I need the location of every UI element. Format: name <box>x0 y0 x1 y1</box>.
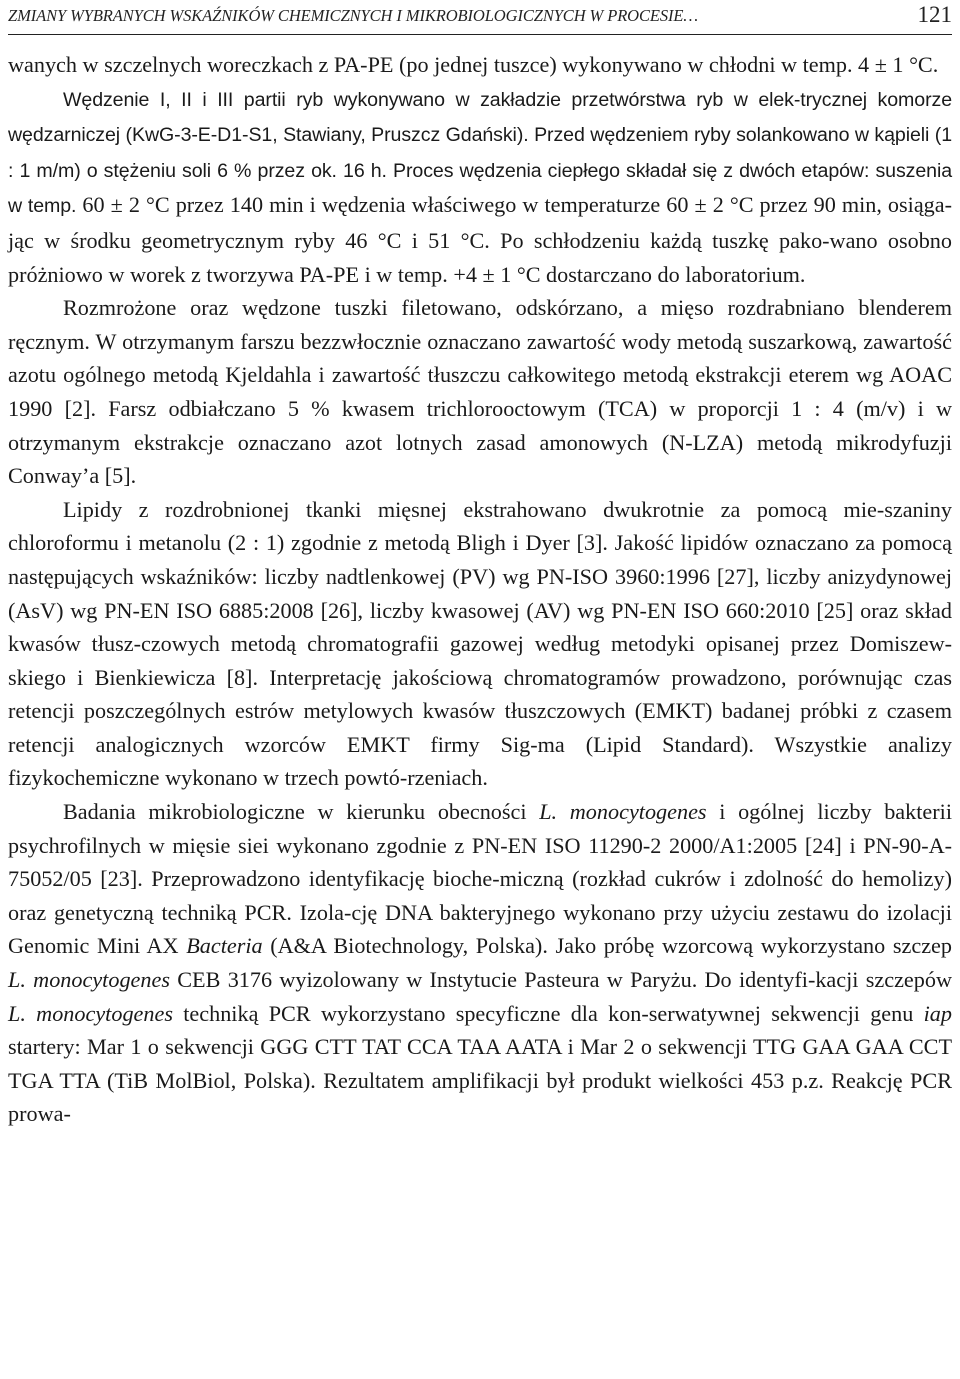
text-segment: wanych w szczelnych woreczkach z PA-PE (po jednej tuszce) wykonywano w chłodni w temp. 4 ± 1 °C. <box>8 52 939 77</box>
text-segment: Wędzenie I, II i III partii ryb wykonywano w zakładzie przetwórstwa ryb w elek-trycznej komorze wędzarniczej (KwG-3-E-D1-S1, Stawiany, Pruszcz Gdański). Przed wędzeniem ryby solankowano w kąpieli (1 : 1 m/m) o stężeniu soli 6 % przez ok. 16 h. Proces wędzenia ciepłego składał się z dwóch etapów: suszenia w temp. <box>8 88 952 218</box>
italic-term: iap <box>923 1000 952 1026</box>
running-header <box>8 0 952 35</box>
text-segment: 60 ± 2 °C przez 140 min i wędzenia właściwego w temperaturze 60 ± 2 °C przez 90 min, osiąga-jąc w środku geometrycznym ryby 46 °C i 51 °C. Po schłodzeniu każdą tuszkę pako-wano osobno próżniowo w worek z tworzywa PA-PE i w temp. +4 ± 1 °C dostarczano do laboratorium. <box>8 192 952 287</box>
running-title: ZMIANY WYBRANYCH WSKAŹNIKÓW CHEMICZNYCH I MIKROBIOLOGICZNYCH W PROCESIE… <box>8 6 698 25</box>
text-segment: Badania mikrobiologiczne w kierunku obecności <box>63 799 540 825</box>
italic-term: L. monocytogenes <box>8 967 170 993</box>
paragraph-analysis <box>8 291 952 493</box>
italic-term: L. monocytogenes <box>539 799 707 825</box>
text-segment: (A&A Biotechnology, Polska). Jako próbę wzorcową wykorzystano szczep <box>262 933 952 959</box>
body-text <box>8 48 952 1131</box>
page-number: 121 <box>917 2 952 27</box>
text-segment: CEB 3176 wyizolowany w Instytucie Pasteura w Paryżu. Do identyfi-kacji szczepów <box>169 967 952 993</box>
italic-term: L. monocytogenes <box>8 1000 173 1026</box>
paragraph-lipids <box>8 493 952 795</box>
text-segment: startery: Mar 1 o sekwencji GGG CTT TAT CCA TAA AATA i Mar 2 o sekwencji TTG GAA GAA CCT TGA TTA (TiB MolBiol, Polska). Rezultatem amplifikacji był produkt wielkości 453 p.z. Reakcję PCR prowa- <box>8 1034 952 1127</box>
paragraph-microbiology <box>8 795 952 1131</box>
text-segment: Rozmrożone oraz wędzone tuszki filetowano, odskórzano, a mięso rozdrabniano blenderem ręcznym. W otrzymanym farszu bezzwłocznie oznaczano zawartość wody metodą suszarkową, zawartość azotu ogólnego metodą Kjeldahla i zawartość tłuszczu całkowitego metodą ekstrakcji eterem wg AOAC 1990 [2]. Farsz odbiałczano 5 % kwasem trichlorooctowym (TCA) w proporcji 1 : 4 (m/v) i w otrzymanym ekstrakcje oznaczano azot lotnych zasad amonowych (N-LZA) metodą mikrodyfuzji Conway’a [5]. <box>8 295 952 489</box>
paragraph-continuation <box>8 48 952 82</box>
text-segment: techniką PCR wykorzystano specyficzne dla kon-serwatywnej sekwencji genu <box>172 1000 924 1026</box>
text-segment: i ogólnej liczby bakterii psychrofilnych w mięsie siei wykonano zgodnie z PN-EN ISO 11290-2 2000/A1:2005 [24] i PN-90-A-75052/05 [23]. Przeprowadzono identyfikację bioche-miczną (rozkład cukrów i zdolność do hemolizy) oraz genetyczną techniką PCR. Izola-cję DNA bakteryjnego wykonano przy użyciu zestawu do izolacji Genomic Mini AX <box>8 799 952 959</box>
italic-term: Bacteria <box>186 933 263 959</box>
paragraph-smoking <box>8 82 952 292</box>
text-segment: Lipidy z rozdrobnionej tkanki mięsnej ekstrahowano dwukrotnie za pomocą mie-szaniny chloroformu i metanolu (2 : 1) zgodnie z metodą Bligh i Dyer [3]. Jakość lipidów oznaczano za pomocą następujących wskaźników: liczby nadtlenkowej (PV) wg PN-ISO 3960:1996 [27], liczby anizydynowej (AsV) wg PN-EN ISO 6885:2008 [26], liczby kwasowej (AV) wg PN-EN ISO 660:2010 [25] oraz skład kwasów tłusz-czowych metodą chromatografii gazowej według metodyki opisanej przez Domiszew-skiego i Bienkiewicza [8]. Interpretację jakościową chromatogramów prowadzono, porównując czas retencji poszczególnych estrów metylowych kwasów tłuszczowych (EMKT) badanej próbki z czasem retencji analogicznych wzorców EMKT firmy Sig-ma (Lipid Standard). Wszystkie analizy fizykochemiczne wykonano w trzech powtó-rzeniach. <box>8 496 952 791</box>
